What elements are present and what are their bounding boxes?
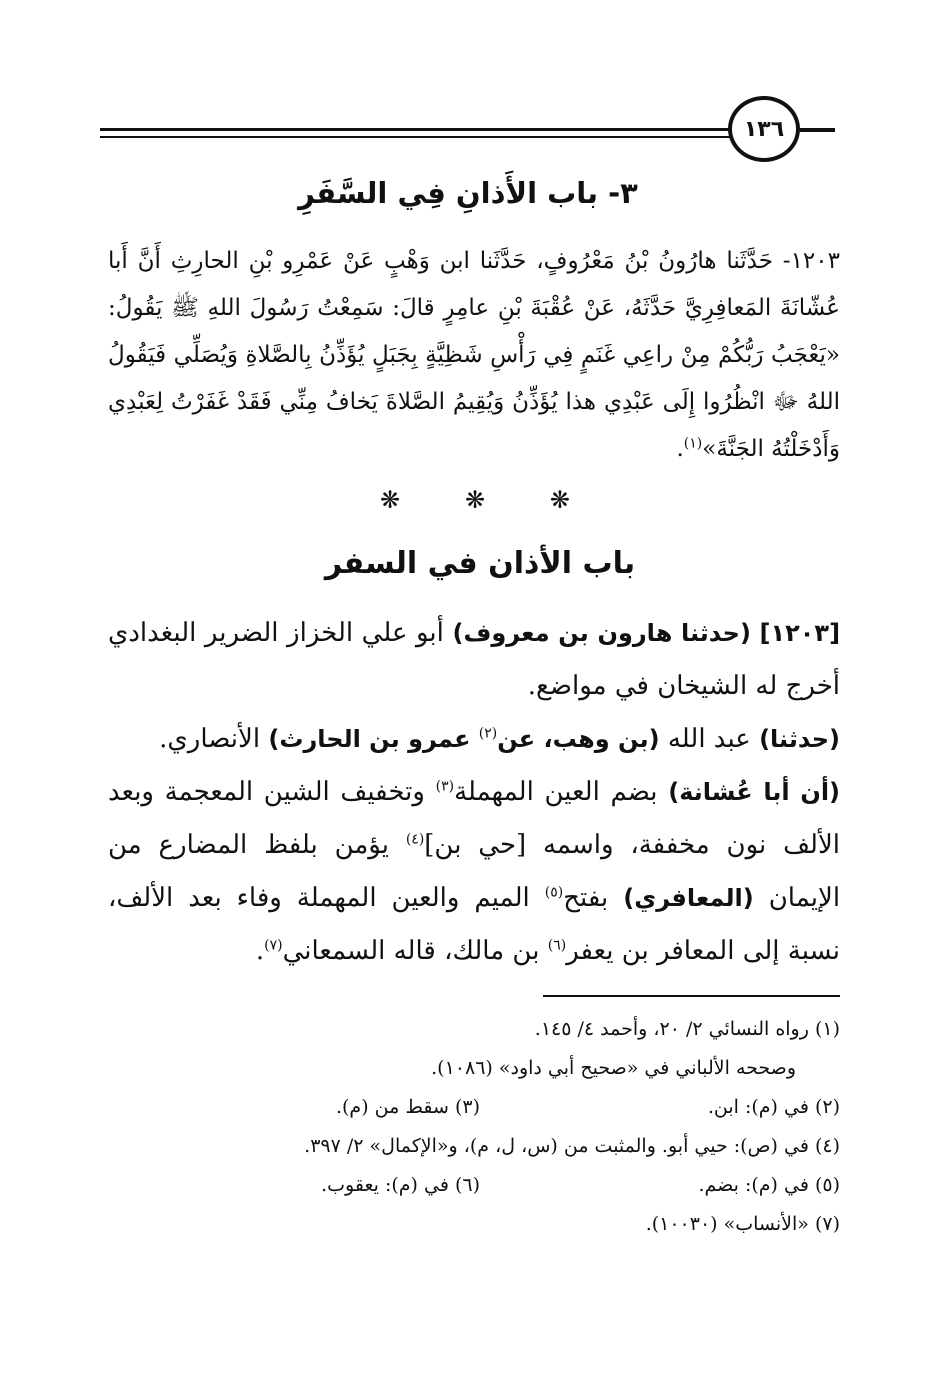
footnote-continuation: وصححه الألباني في «صحيح أبي داود» (١٠٨٦). — [431, 1057, 796, 1079]
hadith-text: ١٢٠٣- حَدَّثَنا هارُونُ بْنُ مَعْرُوفٍ، حَدَّثَنا ابن وَهْبٍ عَنْ عَمْرِو بْنِ الحارِثِ أَنَّ أَبا عُشّانَةَ المَعافِرِيَّ حَدَّثَهُ، عَنْ عُقْبَةَ بْنِ عامِرٍ قالَ: سَمِعْتُ رَسُولَ اللهِ ﷺ يَقُولُ: «يَعْجَبُ رَبُّكُمْ مِنْ راعِي غَنَمٍ فِي رَأْسِ شَظِيَّةٍ بِجَبَلٍ يُؤَذِّنُ بِالصَّلاةِ وَيُصَلِّي فَيَقُولُ اللهُ ﷻ انْظُرُوا إِلَى عَبْدِي هذا يُؤَذِّنُ وَيُقِيمُ الصَّلاةَ يَخافُ مِنِّي فَقَدْ غَفَرْتُ لِعَبْدِي وَأَدْخَلْتُهُ الجَنَّةَ»$^{(١)}$. — [108, 248, 840, 462]
commentary-paragraph — [108, 766, 840, 978]
footnote: (٦) في (م): يعقوب. — [321, 1174, 480, 1196]
footnotes — [108, 1010, 840, 1244]
quoted-text: (أن أبا عُشانة) — [668, 778, 841, 806]
asterism-icon: ❋ — [380, 486, 401, 514]
page-number: ١٣٦ — [728, 96, 800, 162]
footnote-rule — [543, 995, 840, 997]
commentary-text: بضم العين المهملة — [454, 777, 658, 807]
quoted-text: عمرو بن الحارث) — [268, 725, 471, 753]
commentary-text: عبد الله — [667, 724, 751, 754]
quoted-text: (بن وهب، عن — [497, 725, 660, 753]
commentary-paragraph — [108, 713, 840, 766]
footnote: (٢) في (م): ابن. — [707, 1096, 840, 1118]
section-title: باب الأذان في السفر — [324, 546, 636, 581]
chapter-title: ٣- باب الأَذانِ فِي السَّفَرِ — [298, 176, 638, 210]
quoted-text: (حدثنا هارون بن معروف) — [452, 619, 751, 647]
commentary-paragraph — [108, 607, 840, 713]
commentary-text: أبو علي الخزاز الضرير البغدادي أخرج له الشيخان في مواضع. — [108, 618, 840, 701]
commentary-text: وتخفيف الشين المعجمة وبعد الألف نون مخففة، واسمه [حي بن] — [108, 777, 840, 860]
asterism-icon: ❋ — [549, 486, 570, 514]
footnote: (٣) سقط من (م). — [335, 1096, 480, 1118]
quoted-text: (المعافري) — [623, 884, 754, 912]
hadith-body: ١٢٠٣- حَدَّثَنا هارُونُ بْنُ مَعْرُوفٍ، حَدَّثَنا ابن وَهْبٍ عَنْ عَمْرِو بْنِ الحارِثِ أَنَّ أَبا عُشّانَةَ المَعافِرِيَّ حَدَّثَهُ، عَنْ عُقْبَةَ بْنِ عامِرٍ قالَ: سَمِعْتُ رَسُولَ اللهِ ﷺ يَقُولُ: «يَعْجَبُ رَبُّكُمْ مِنْ راعِي غَنَمٍ فِي رَأْسِ شَظِيَّةٍ بِجَبَلٍ يُؤَذِّنُ بِالصَّلاةِ وَيُصَلِّي فَيَقُولُ اللهُ ﷻ انْظُرُوا إِلَى عَبْدِي هذا يُؤَذِّنُ وَيُقِيمُ الصَّلاةَ يَخافُ مِنِّي فَقَدْ غَفَرْتُ لِعَبْدِي وَأَدْخَلْتُهُ الجَنَّةَ» — [108, 248, 840, 462]
header-rule — [100, 128, 740, 131]
commentary — [108, 607, 840, 978]
footnote-marker: (٥) — [544, 884, 564, 901]
footnote-row — [108, 1088, 840, 1127]
commentary-text: بفتح — [563, 883, 609, 913]
commentary-text: . — [255, 936, 265, 966]
footnote-marker: (٤) — [405, 831, 425, 848]
header-rule-tail — [800, 128, 835, 132]
footnote-marker: (٦) — [547, 937, 567, 954]
commentary-text: يؤمن بلفظ المضارع من الإيمان — [108, 830, 841, 913]
footnote-marker: (٢) — [478, 725, 498, 742]
footnote: (١) رواه النسائي ٢/ ٢٠، وأحمد ٤/ ١٤٥. — [534, 1018, 840, 1040]
commentary-text: الميم والعين المهملة وفاء بعد الألف، نسبة إلى المعافر بن يعفر — [108, 883, 840, 966]
asterism-icon: ❋ — [464, 486, 486, 514]
commentary-text: الأنصاري. — [159, 724, 261, 754]
footnote-row — [108, 1166, 840, 1205]
footnote: (٥) في (م): بضم. — [698, 1174, 840, 1196]
section-separator — [380, 486, 570, 514]
quoted-text: (حدثنا) — [759, 725, 840, 753]
footnote-marker: (٧) — [264, 937, 283, 954]
footnote: (٧) «الأنساب» (١٠٠٣٠). — [645, 1213, 840, 1235]
footnote-marker: (١) — [683, 435, 703, 452]
footnote: (٤) في (ص): حيي أبو. والمثبت من (س، ل، م)، و«الإكمال» ٢/ ٣٩٧. — [304, 1135, 840, 1157]
header-rule-thin — [100, 136, 740, 138]
footnote-marker: (٣) — [435, 778, 455, 795]
commentary-text: بن مالك، قاله السمعاني — [282, 936, 540, 966]
hadith-number: [١٢٠٣] — [759, 619, 841, 647]
